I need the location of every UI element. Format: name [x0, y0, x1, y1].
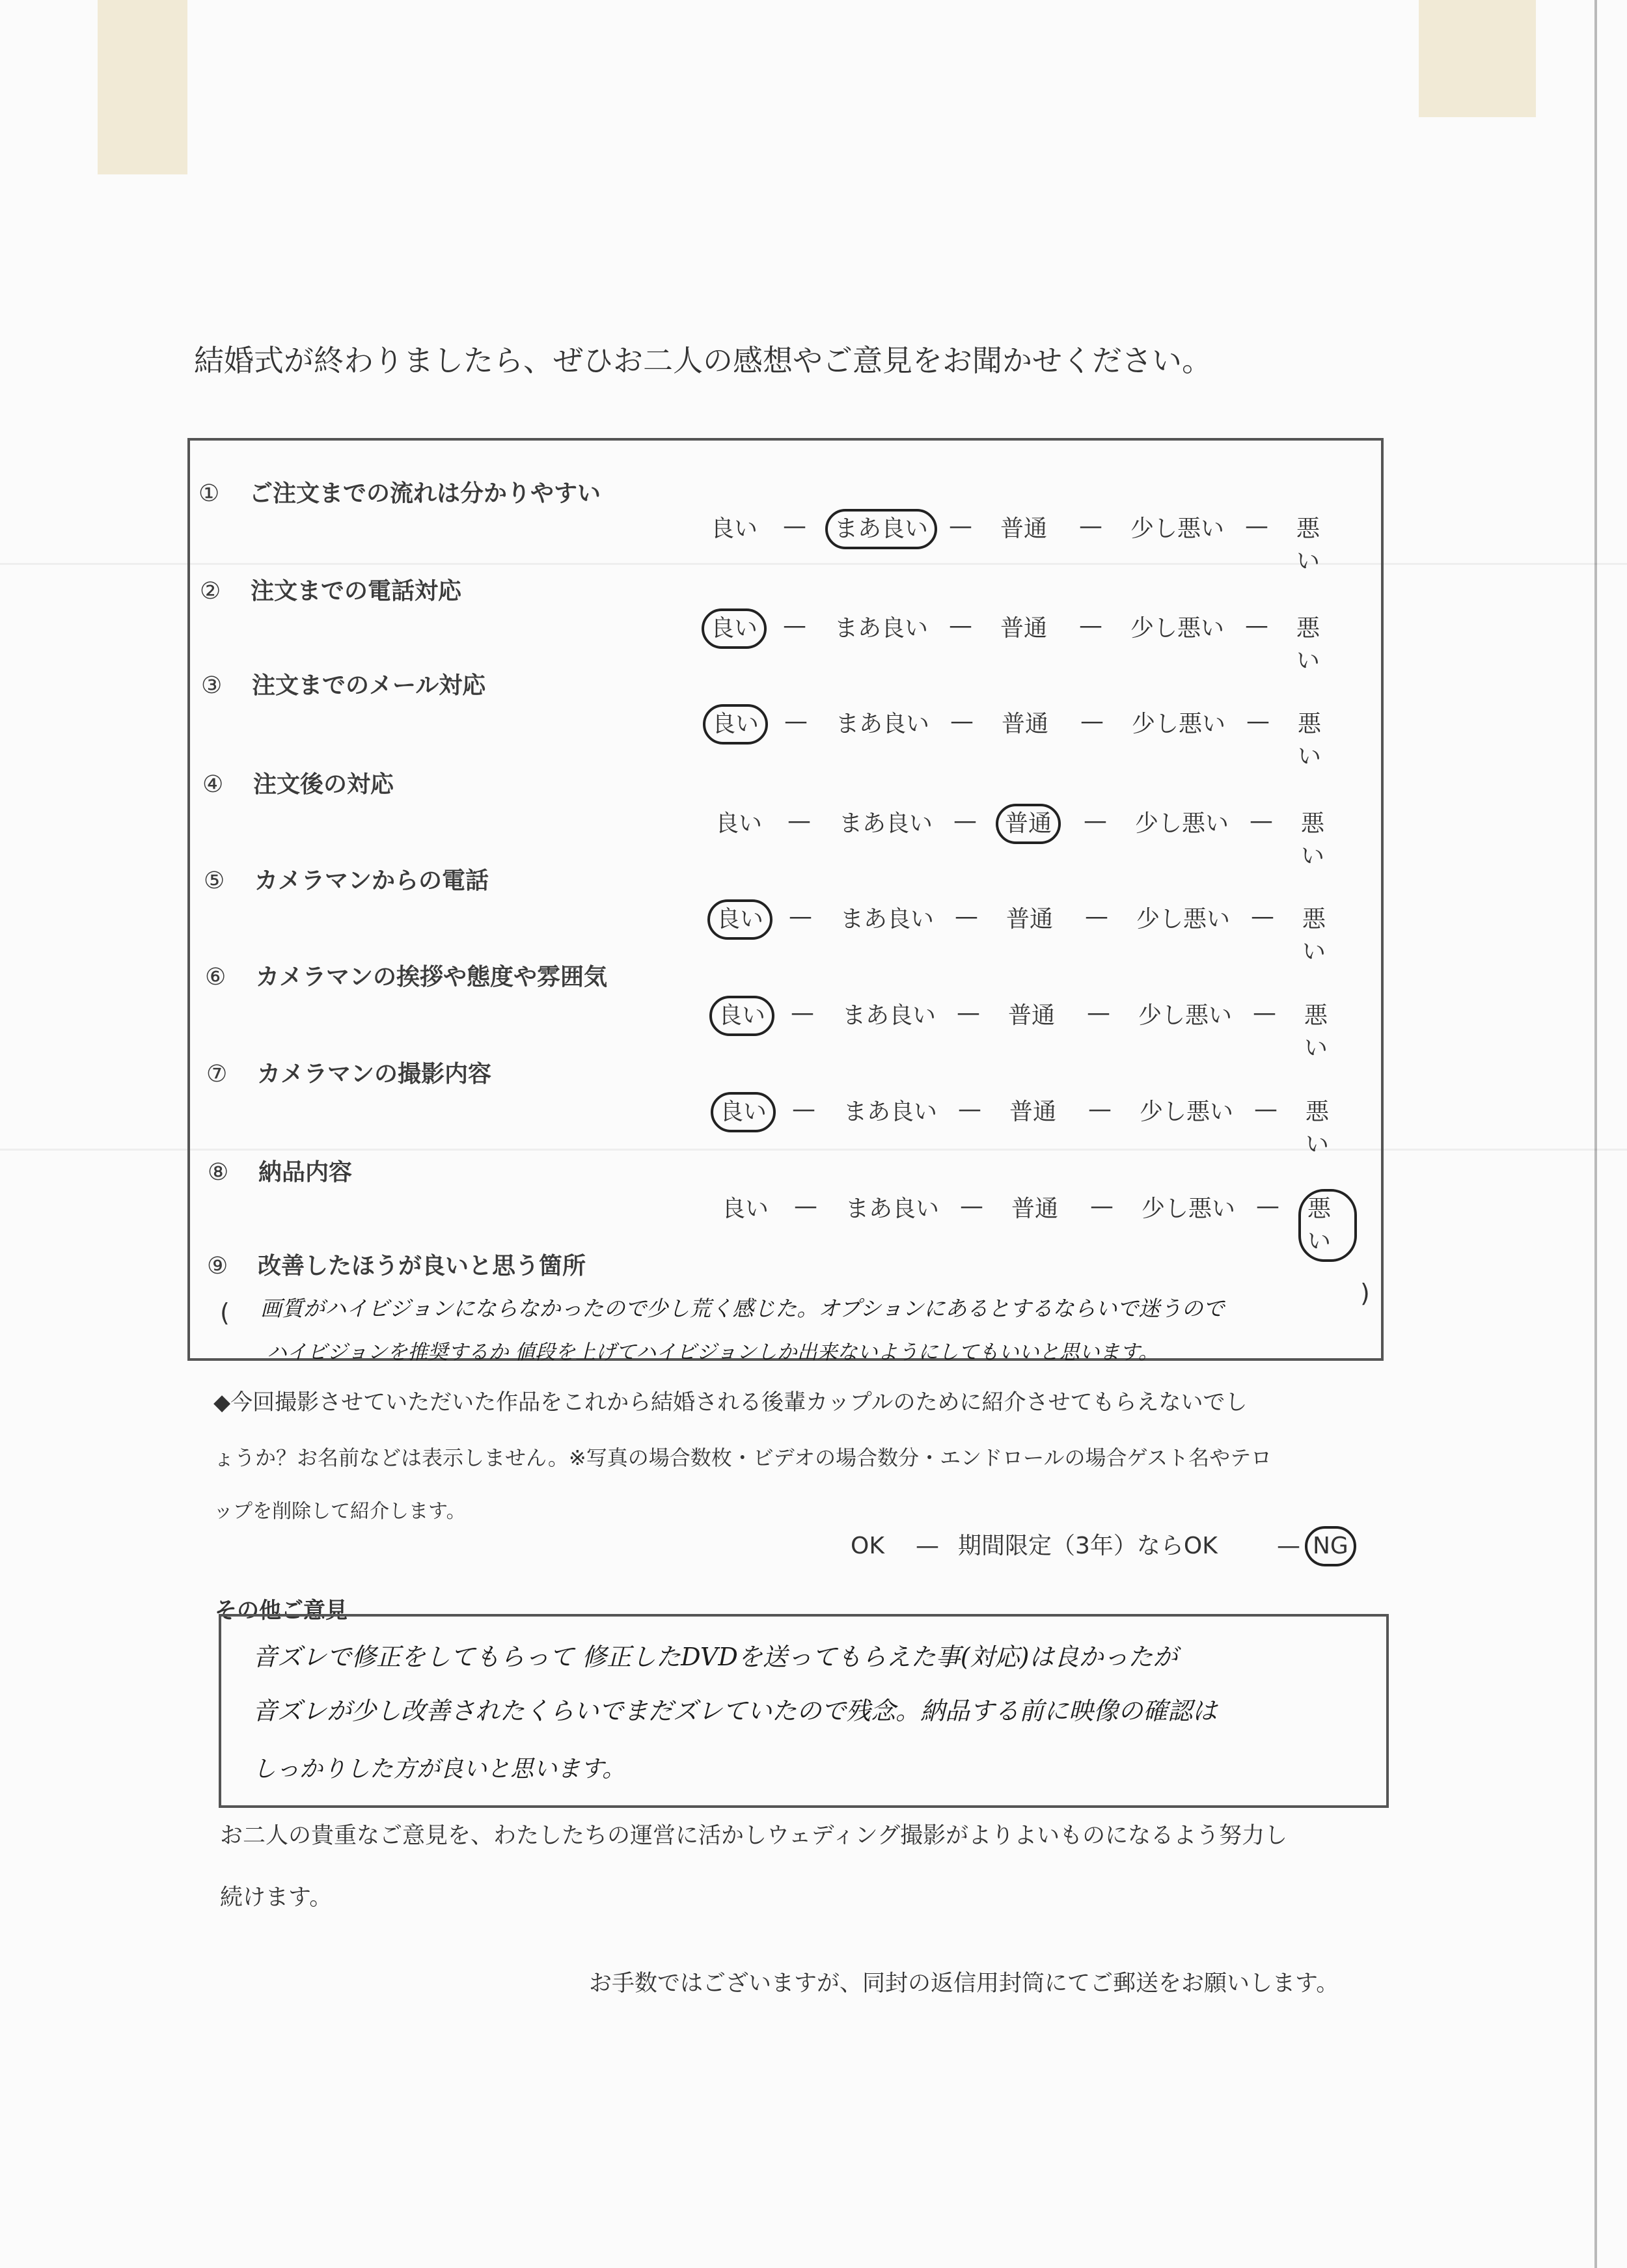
question-number: ⑤ [204, 868, 225, 894]
rating-separator: — [1245, 513, 1268, 540]
rating-option-selected[interactable]: 良い [703, 704, 768, 745]
question-4-label [202, 766, 394, 799]
consent-separator: — [916, 1533, 939, 1559]
question-1-label [198, 475, 601, 508]
rating-option[interactable]: 普通 [1008, 1002, 1056, 1029]
rating-separator: — [1087, 1000, 1110, 1026]
question-text: ご注文までの流れは分かりやすい [249, 480, 601, 507]
rating-option[interactable]: 普通 [1000, 615, 1048, 642]
rating-separator: — [955, 903, 978, 930]
question-5-label [204, 862, 489, 895]
question-number: ⑦ [206, 1061, 228, 1087]
question-8-rating-scale [713, 1189, 1357, 1255]
other-answer-line-3[interactable]: しっかりした方が良いと思います。 [253, 1756, 626, 1783]
consent-option[interactable]: 期間限定（3年）ならOK [958, 1533, 1218, 1559]
rating-option[interactable]: まあ良い [845, 1195, 940, 1222]
question-2-rating-scale [702, 608, 1346, 674]
rating-option[interactable]: 良い [722, 1195, 769, 1222]
question-text: 注文までの電話対応 [251, 578, 462, 605]
rating-option[interactable]: 良い [715, 810, 763, 837]
footer-text: お手数ではございますが、同封の返信用封筒にてご郵送をお願いします。 [589, 1971, 1339, 1997]
rating-option[interactable]: まあ良い [842, 1002, 937, 1029]
question-text: 注文までのメール対応 [252, 672, 486, 699]
other-answer-line-1[interactable]: 音ズレで修正をしてもらって 修正したDVDを送ってもらえた事(対応)は良かったが [253, 1643, 1178, 1671]
question-1-rating-scale [702, 509, 1346, 575]
rating-separator: — [784, 708, 808, 735]
rating-separator: — [953, 808, 977, 834]
rating-separator: — [1085, 903, 1108, 930]
consent-text-line-3: ップを削除して紹介します。 [213, 1500, 466, 1523]
rating-separator: — [949, 513, 972, 540]
consent-separator: — [1277, 1533, 1300, 1559]
rating-separator: — [792, 1096, 815, 1123]
rating-option[interactable]: 少し悪い [1130, 615, 1225, 642]
rating-separator: — [789, 903, 812, 930]
paper-edge [1594, 0, 1597, 2268]
question-7-rating-scale [711, 1092, 1355, 1158]
rating-separator: — [1256, 1193, 1279, 1220]
consent-text-line-1: ◆今回撮影させていただいた作品をこれから結婚される後輩カップルのために紹介させてもらえないでし [213, 1389, 1248, 1415]
rating-separator: — [783, 513, 806, 540]
question-number: ⑥ [205, 964, 226, 991]
consent-text-line-2: ょうか？お名前などは表示しません。※写真の場合数枚・ビデオの場合数分・エンドロールの場合ゲスト名やテロ [213, 1445, 1272, 1470]
rating-separator: — [1253, 1000, 1276, 1026]
rating-option[interactable]: まあ良い [834, 615, 929, 642]
other-answer-line-2[interactable]: 音ズレが少し改善されたくらいでまだズレていたので残念。納品する前に映像の確認は [253, 1697, 1218, 1725]
question-number: ① [198, 480, 220, 507]
question-number: ⑧ [208, 1159, 229, 1186]
question-6-label [205, 959, 607, 992]
rating-option[interactable]: 悪い [1296, 515, 1320, 575]
rating-option[interactable]: 普通 [1011, 1195, 1059, 1222]
rating-separator: — [1254, 1096, 1278, 1123]
question-3-label [201, 667, 485, 700]
rating-option-selected[interactable]: 良い [702, 608, 767, 649]
tape-strip-left [98, 0, 187, 174]
question-9-label [207, 1248, 586, 1281]
closing-line-1: お二人の貴重なご意見を、わたしたちの運営に活かしウェディング撮影がよりよいものになるよう努力し [220, 1823, 1288, 1849]
question-text: カメラマンの挨拶や態度や雰囲気 [256, 964, 608, 991]
rating-option-selected[interactable]: まあ良い [825, 509, 937, 549]
rating-separator: — [1090, 1193, 1114, 1220]
rating-separator: — [957, 1000, 980, 1026]
other-opinions-title: その他ご意見 [215, 1598, 348, 1624]
rating-option[interactable]: 悪い [1306, 1099, 1330, 1158]
question-number: ⑨ [207, 1253, 228, 1279]
q9-paren-open: ( [220, 1298, 230, 1327]
rating-option[interactable]: 悪い [1302, 906, 1326, 965]
q9-paren-close: ) [1360, 1279, 1370, 1307]
rating-option[interactable]: 少し悪い [1136, 906, 1231, 933]
rating-option-selected[interactable]: 良い [709, 996, 774, 1036]
rating-option[interactable]: 少し悪い [1142, 1195, 1236, 1222]
rating-option[interactable]: まあ良い [843, 1099, 938, 1125]
rating-option-selected[interactable]: 良い [711, 1092, 776, 1132]
question-text: 改善したほうが良いと思う箇所 [258, 1253, 586, 1279]
rating-separator: — [1088, 1096, 1112, 1123]
rating-option[interactable]: 悪い [1298, 711, 1322, 770]
rating-option[interactable]: 少し悪い [1140, 1099, 1234, 1125]
rating-separator: — [1079, 513, 1102, 540]
intro-text: 結婚式が終わりましたら、ぜひお二人の感想やご意見をお聞かせください。 [194, 343, 1212, 378]
rating-option-selected[interactable]: 悪い [1298, 1189, 1357, 1262]
rating-option[interactable]: 普通 [1006, 906, 1054, 933]
rating-separator: — [1246, 708, 1270, 735]
rating-option[interactable]: 悪い [1301, 810, 1325, 869]
rating-separator: — [791, 1000, 814, 1026]
rating-separator: — [1250, 808, 1273, 834]
closing-line-2: 続けます。 [220, 1885, 333, 1911]
rating-option[interactable]: まあ良い [840, 906, 935, 933]
question-8-label [208, 1154, 352, 1187]
rating-option[interactable]: まあ良い [836, 711, 930, 737]
question-number: ② [200, 578, 221, 605]
q9-answer-line-2[interactable]: ハイビジョンを推奨するか 値段を上げてハイビジョンしか出来ないようにしてもいいと思います。 [267, 1341, 1159, 1364]
question-text: カメラマンからの電話 [254, 868, 489, 894]
rating-separator: — [1084, 808, 1107, 834]
rating-option-selected[interactable]: 良い [707, 899, 772, 940]
consent-option-selected[interactable]: NG [1305, 1526, 1356, 1566]
rating-option[interactable]: 普通 [1000, 515, 1048, 542]
rating-option[interactable]: 普通 [1002, 711, 1049, 737]
q9-answer-line-1[interactable]: 画質がハイビジョンにならなかったので少し荒く感じた。オプションにあるとするならいで迷うので [260, 1296, 1225, 1321]
rating-option[interactable]: 少し悪い [1135, 810, 1229, 837]
rating-option[interactable]: 悪い [1296, 615, 1320, 674]
question-6-rating-scale [709, 996, 1354, 1061]
rating-separator: — [960, 1193, 983, 1220]
rating-separator: — [787, 808, 811, 834]
rating-separator: — [1080, 708, 1104, 735]
rating-option[interactable]: 普通 [1009, 1099, 1057, 1125]
rating-separator: — [958, 1096, 981, 1123]
rating-separator: — [783, 612, 806, 639]
tape-strip-right [1419, 0, 1536, 117]
question-number: ④ [202, 771, 224, 798]
consent-option[interactable]: OK [851, 1533, 884, 1559]
question-3-rating-scale [703, 704, 1347, 770]
question-4-rating-scale [706, 804, 1350, 869]
rating-separator: — [1251, 903, 1274, 930]
rating-option[interactable]: 少し悪い [1132, 711, 1226, 737]
rating-option-selected[interactable]: 普通 [996, 804, 1061, 844]
rating-separator: — [1079, 612, 1102, 639]
question-number: ③ [201, 672, 223, 699]
rating-option[interactable]: 悪い [1304, 1002, 1328, 1061]
rating-option[interactable]: 少し悪い [1130, 515, 1225, 542]
question-text: 注文後の対応 [253, 771, 394, 798]
question-text: 納品内容 [258, 1159, 353, 1186]
rating-separator: — [949, 612, 972, 639]
rating-option[interactable]: 少し悪い [1138, 1002, 1233, 1029]
question-text: カメラマンの撮影内容 [257, 1061, 492, 1087]
rating-separator: — [794, 1193, 817, 1220]
rating-option[interactable]: まあ良い [839, 810, 933, 837]
question-5-rating-scale [707, 899, 1352, 965]
rating-option[interactable]: 良い [711, 515, 758, 542]
question-2-label [200, 573, 461, 606]
question-7-label [206, 1056, 491, 1089]
rating-separator: — [950, 708, 974, 735]
rating-separator: — [1245, 612, 1268, 639]
